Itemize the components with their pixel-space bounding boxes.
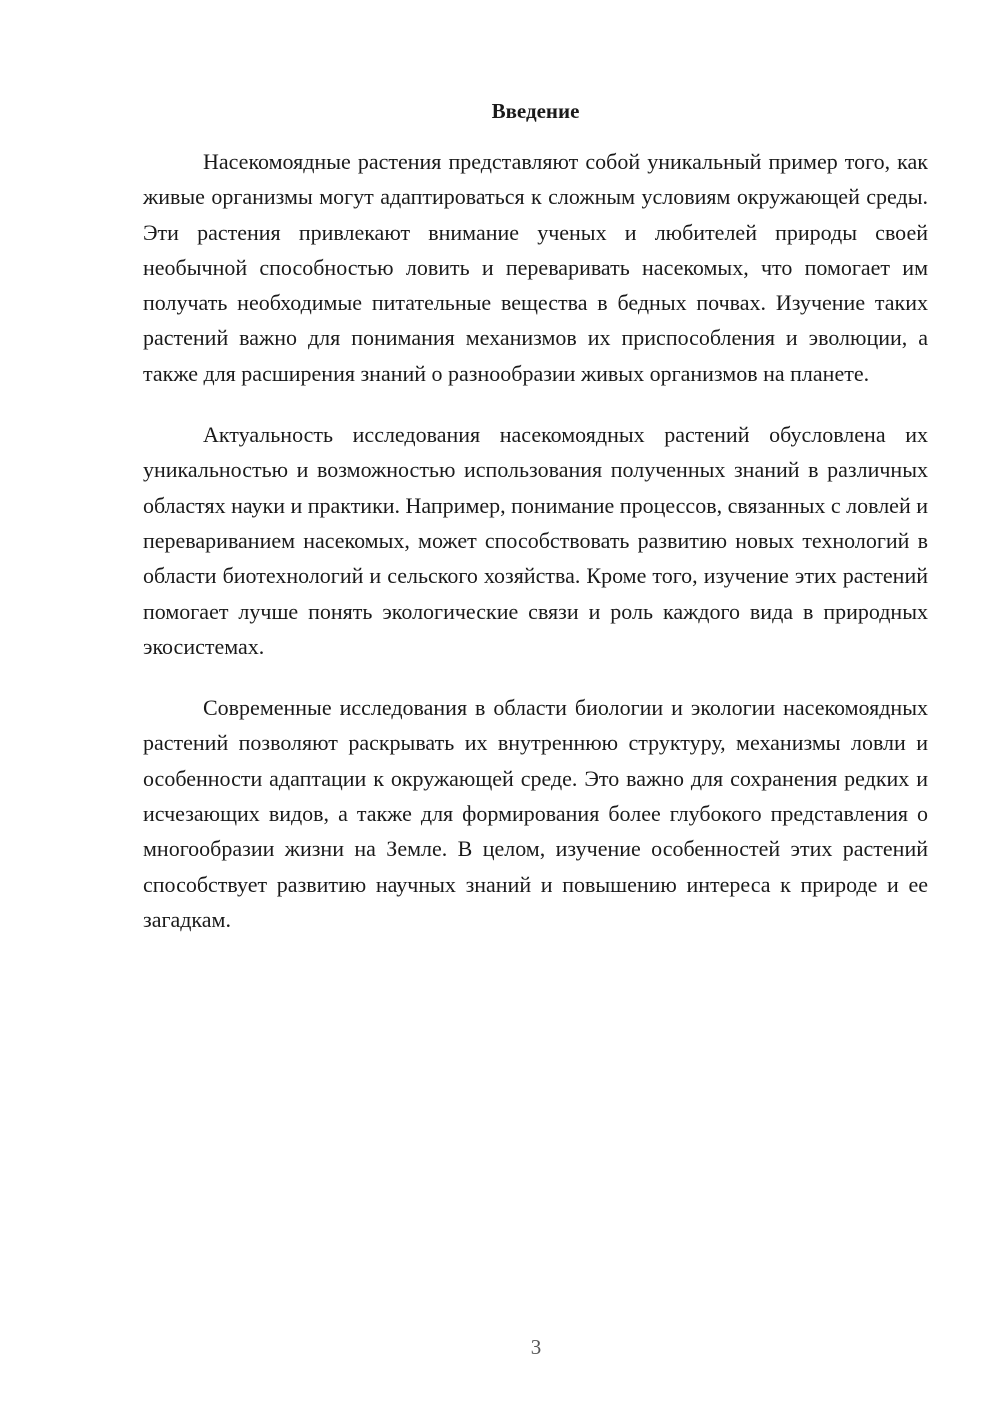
page-number: 3 <box>530 1335 542 1359</box>
page-title: Введение <box>491 99 580 123</box>
paragraph-2: Актуальность исследования насекомоядных растений обусловлена их уникальностью и возможностью использования полученных знаний в различных областях науки и практики. Например, понимание процессов, связанных с ловлей и перевариванием насекомых, может способствовать развитию новых технологий в области биотехнологий и сельского хозяйства. Кроме того, изучение этих растений помогает лучше понять экологические связи и роль каждого вида в природных экосистемах. <box>143 422 928 659</box>
paragraph-1: Насекомоядные растения представляют собой уникальный пример того, как живые организмы могут адаптироваться к сложным условиям окружающей среды. Эти растения привлекают внимание ученых и любителей природы своей необычной способностью ловить и переваривать насекомых, что помогает им получать необходимые питательные вещества в бедных почвах. Изучение таких растений важно для понимания механизмов их приспособления и эволюции, а также для расширения знаний о разнообразии живых организмов на планете. <box>143 149 928 386</box>
paragraph-3: Современные исследования в области биологии и экологии насекомоядных растений позволяют раскрывать их внутреннюю структуру, механизмы ловли и особенности адаптации к окружающей среде. Это важно для сохранения редких и исчезающих видов, а также для формирования более глубокого представления о многообразии жизни на Земле. В целом, изучение особенностей этих растений способствует развитию научных знаний и повышению интереса к природе и ее загадкам. <box>143 695 928 932</box>
body-text <box>143 144 928 963</box>
